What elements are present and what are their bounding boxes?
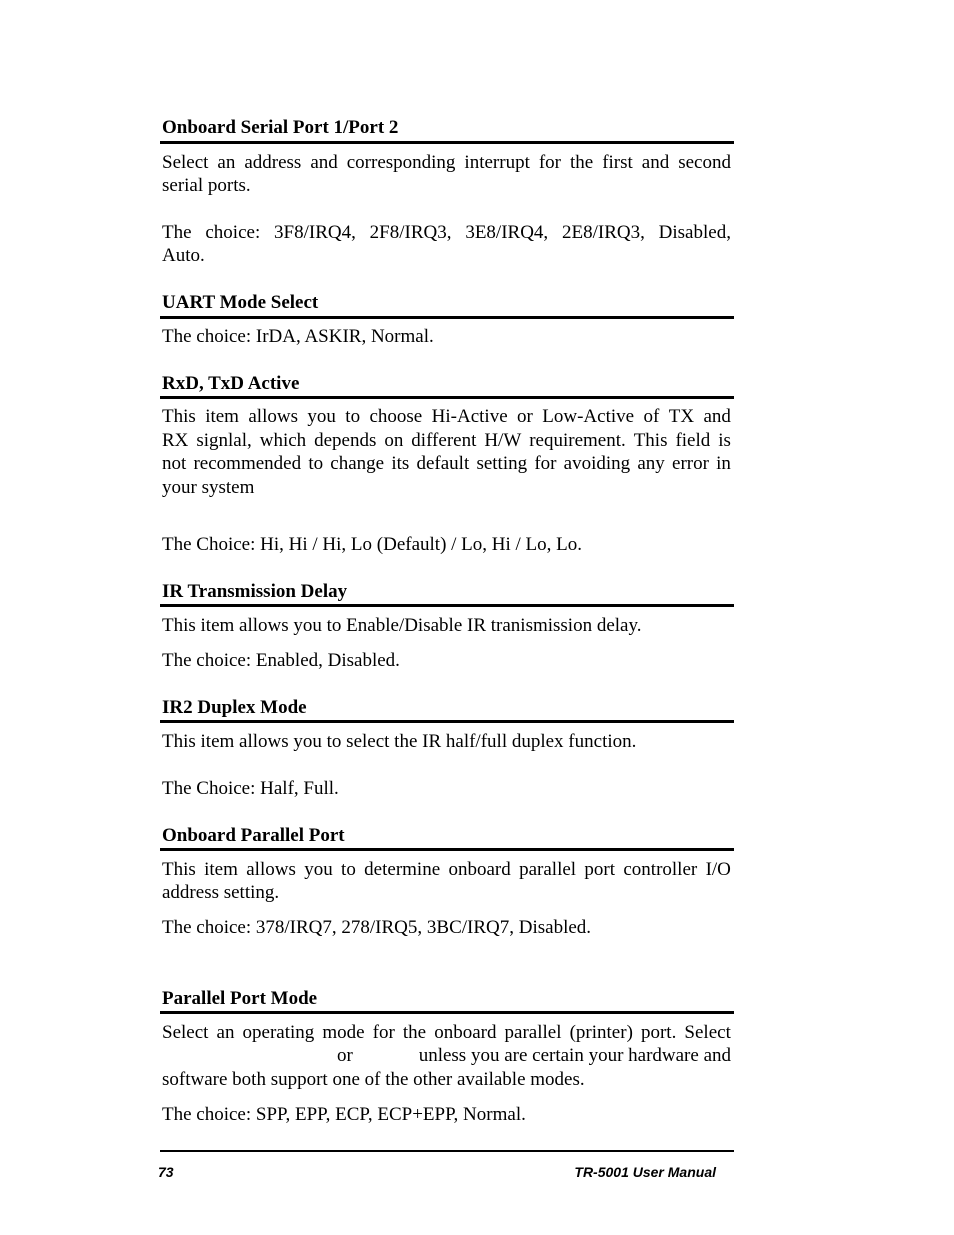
word: 2F8/IRQ3, [369,222,452,243]
word: default [416,453,470,474]
section-rule [160,848,734,851]
word: or [517,406,533,427]
paragraph-ir2-duplex-description: This item allows you to select the IR half/full duplex function. [162,731,637,752]
paragraph-parallel-mode-description-line-3: software both support one of the other available modes. [162,1069,585,1090]
word: determine [364,859,441,880]
section-rule [160,396,734,399]
word: 3E8/IRQ4, [465,222,549,243]
word: Low-Active [542,406,635,427]
section-heading-onboard-parallel-port: Onboard Parallel Port [162,825,345,846]
word: Hi-Active [431,406,508,427]
word: choose [369,406,423,427]
word: parallel [519,859,577,880]
word: an [217,152,236,173]
section-heading-serial-port: Onboard Serial Port 1/Port 2 [162,117,399,138]
word: This [162,406,196,427]
word: not [162,453,187,474]
paragraph-serial-port-choice-line-2: Auto. [162,245,205,266]
word: port. [640,1022,677,1043]
word: in [716,453,731,474]
paragraph-ir2-duplex-choice: The Choice: Half, Full. [162,778,339,799]
paragraph-rxd-txd-description-line-3 [162,452,731,476]
word: you [307,406,336,427]
word: error [672,453,709,474]
word: port [584,859,616,880]
section-heading-parallel-port-mode: Parallel Port Mode [162,988,318,1009]
word: setting [476,453,528,474]
paragraph-parallel-mode-description-line-1 [162,1021,731,1045]
word: first [602,152,633,173]
word: Select [162,152,209,173]
paragraph-rxd-txd-choice: The Choice: Hi, Hi / Hi, Lo (Default) / Lo, Hi / Lo, Lo. [162,534,583,555]
parallel-mode-fragment-unless: unless you are certain your hardware and [418,1045,731,1066]
word: an [216,1022,235,1043]
paragraph-serial-port-description-line-1 [162,151,731,175]
section-rule [160,720,734,723]
word: requirement. [529,430,626,451]
section-rule [160,604,734,607]
word: interrupt [464,152,530,173]
paragraph-parallel-port-choice: The choice: 378/IRQ7, 278/IRQ5, 3BC/IRQ7, Disabled. [162,917,592,938]
paragraph-rxd-txd-description-line-2 [162,429,731,453]
section-heading-uart-mode: UART Mode Select [162,292,319,313]
word: Disabled, [658,222,731,243]
word: depends [314,430,377,451]
word: Select [162,1022,209,1043]
paragraph-ir-delay-choice: The choice: Enabled, Disabled. [162,650,400,671]
word: second [678,152,731,173]
paragraph-rxd-txd-description-line-1 [162,405,731,429]
word: signlal, [196,430,252,451]
paragraph-rxd-txd-description-line-4: your system [162,477,255,498]
paragraph-parallel-port-description-line-2: address setting. [162,882,280,903]
word: address [244,152,302,173]
word: (printer) [569,1022,633,1043]
word: for [538,152,561,173]
word: onboard [434,1022,497,1043]
word: 2E8/IRQ3, [561,222,645,243]
section-rule [160,1011,734,1014]
word: This [633,430,668,451]
word: allows [246,859,296,880]
word: item [204,859,238,880]
word: for [372,1022,395,1043]
word: controller [623,859,698,880]
word: field [675,430,711,451]
word: and [641,152,670,173]
word: choice: [205,222,261,243]
word: The [162,222,192,243]
word: to [308,453,324,474]
word: H/W [484,430,522,451]
paragraph-serial-port-description-line-2: serial ports. [162,175,251,196]
parallel-mode-fragment-or: or [337,1045,353,1066]
word: on [384,430,404,451]
paragraph-parallel-port-description-line-1 [162,858,731,882]
word: This [162,859,196,880]
page-number: 73 [158,1164,174,1180]
word: the [569,152,594,173]
paragraph-parallel-mode-choice: The choice: SPP, EPP, ECP, ECP+EPP, Normal. [162,1104,526,1125]
word: 3F8/IRQ4, [274,222,356,243]
section-rule [160,141,734,144]
word: onboard [448,859,511,880]
word: is [718,430,731,451]
paragraph-serial-port-choice-line-1 [162,221,731,245]
word: for [534,453,557,474]
word: item [205,406,239,427]
word: of [643,406,660,427]
word: the [402,1022,427,1043]
word: I/O [705,859,731,880]
manual-title: TR-5001 User Manual [574,1164,716,1180]
word: to [345,406,361,427]
word: any [637,453,665,474]
footer-rule [160,1150,734,1152]
section-heading-rxd-txd-active: RxD, TxD Active [162,373,300,394]
word: and [310,152,338,173]
section-rule [160,316,734,319]
word: change [330,453,385,474]
word: parallel [504,1022,562,1043]
word: allows [248,406,298,427]
word: recommended [193,453,302,474]
word: different [411,430,477,451]
word: which [259,430,307,451]
paragraph-ir-delay-description: This item allows you to Enable/Disable IR tranismission delay. [162,615,642,636]
word: TX [668,406,695,427]
word: corresponding [346,152,456,173]
word: Select [684,1022,731,1043]
word: its [391,453,410,474]
section-heading-ir2-duplex-mode: IR2 Duplex Mode [162,697,307,718]
word: operating [242,1022,315,1043]
word: to [341,859,356,880]
word: you [304,859,333,880]
paragraph-uart-mode-choice: The choice: IrDA, ASKIR, Normal. [162,326,434,347]
word: RX [162,430,189,451]
word: mode [322,1022,365,1043]
word: and [703,406,731,427]
word: avoiding [563,453,631,474]
section-heading-ir-transmission-delay: IR Transmission Delay [162,581,348,602]
